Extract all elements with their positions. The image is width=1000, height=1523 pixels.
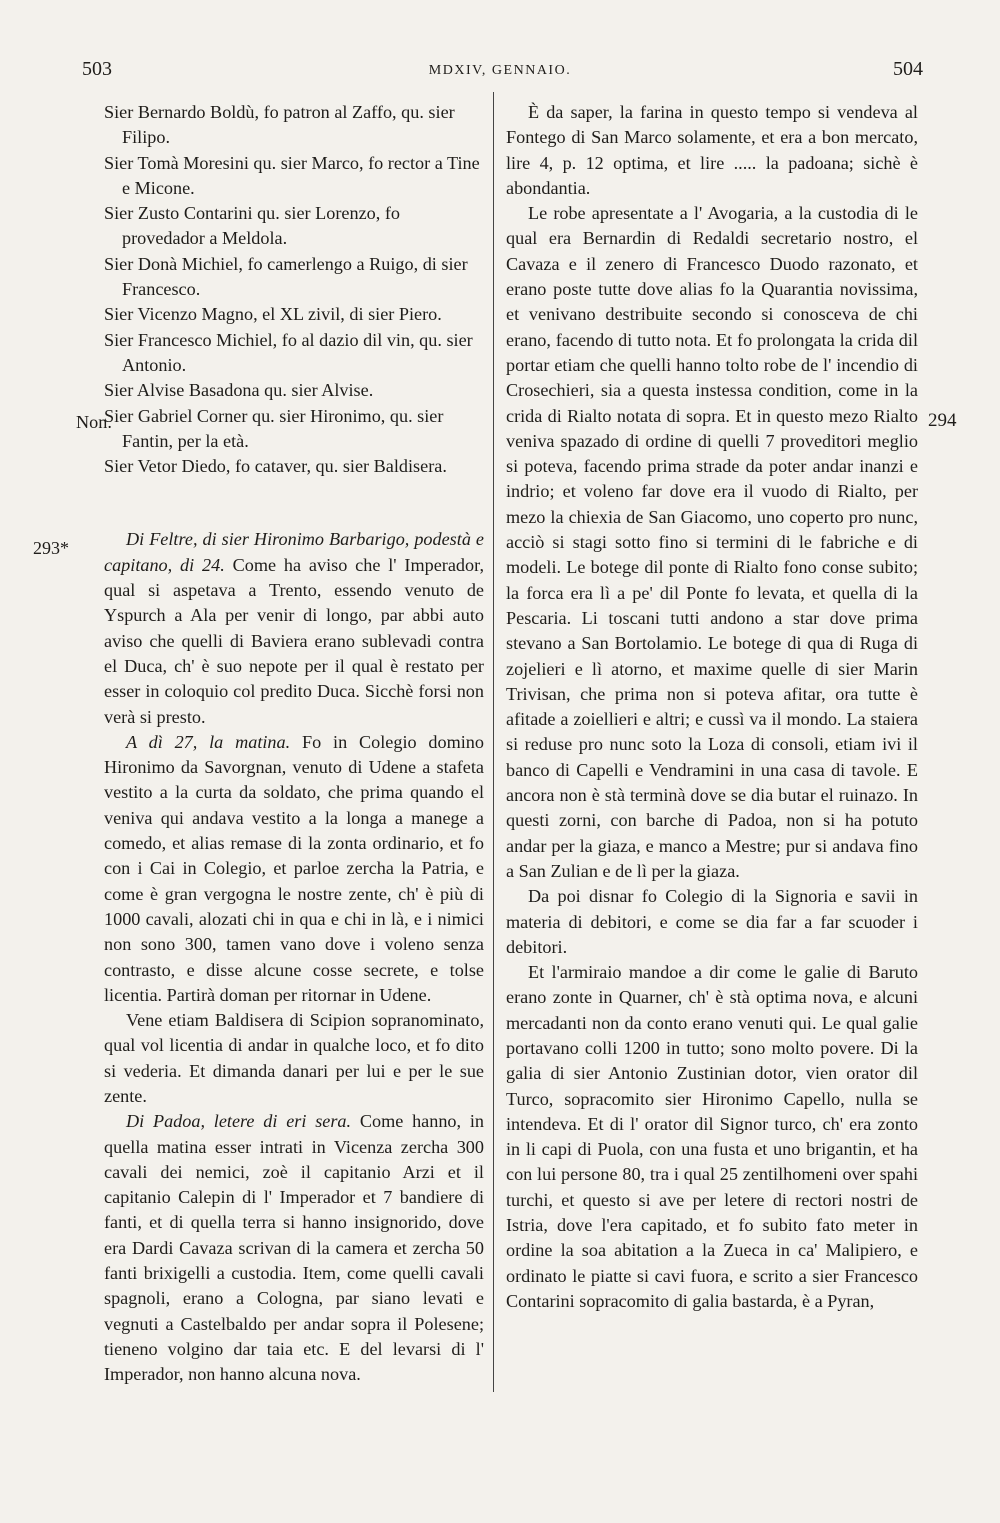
column-divider (493, 92, 494, 1392)
paragraph-heading: A dì 27, la matina. (126, 731, 291, 752)
paragraph-text: Fo in Colegio domino Hironimo da Savorgnan, venuto di Udene a stafeta vestito a la curta da soldato, che prima quando el veniva qui andava vestito a la longa a manege a comedo, et alias remase di la zonta ordinario, et fo con i Cai in Colegio, et parloe zercha la Patria, e come è gran vergogna le nostre zente, ch' è più di 1000 cavali, alozati chi in qua e chi in là, e i nimici non sono 300, tamen vano dove i voleno senza contrasto, e disse alcune cosse secrete, e tolse licentia. Partirà doman per ritornar in Udene. (104, 731, 484, 1005)
paragraph (104, 730, 484, 1008)
paragraph: Et l'armiraio mandoe a dir come le galie di Baruto erano zonte in Quarner, ch' è stà optima nova, e alcuni mercadanti non da conto erano venuti qui. Le qual galie portavano colli 1200 in tutto; sono molto povere. Di la galia di sier Antonio Zustinian dotor, vien orator dil Turco, sopracomito sier Hironimo Capello, nulla se intendeva. Et di l' orator dil Signor turco, ch' era zonto in li capi di Puola, con una fusta et uno brigantin, et ha con lui persone 80, tra i qual 25 zentilhomeni over spahi turchi, et questo si ave per letere di rectori nostri de Istria, dove l'era capitado, et fo subito fato meter in ordine la soa abitation a la Zueca in ca' Malipiero, e ordinato le piatte si cavi fuora, e scrito a sier Francesco Contarini sopracomito di galia bastarda, è a Pyran, (506, 962, 918, 1311)
page-number-left: 503 (82, 58, 112, 80)
paragraph: Le robe apresentate a l' Avogaria, a la custodia di le qual era Bernardin di Redaldi secretario nostro, el Cavaza e il zenero di Francesco Duodo razonato, et erano poste tutte dove alias fo la Quarantia novissima, et venivano destribuite secondo si conosceva de chi erano, facendo di tutto nota. Et fo prolongata la crida dil portar etiam che quelli hanno tolto robe de l' incendio di Crosechieri, sia a questa instessa condition, come in la crida di Rialto notata di sopra. Et in questo mezo Rialto veniva spazado di ordine di quelli 7 proveditori meglio si poteva, facendo prima strade da poter andar inanzi e indrio; et voleno far dove era il vuodo di Rialto, per mezo la chiexia de San Giacomo, uno coperto pro nunc, acciò si stagi sotto fino si termini di le fabriche e di modeli. Le botege dil ponte di Rialto fono conse subito; la forca era lì a pe' dil Ponte fo levata, et quella di la Pescaria. Li toscani tutti andono a star dove prima stevano a San Bortolamio. Le botege di qua di Ruga di zojelieri e lì atorno, et maxime quelle di sier Marin Trivisan, che prima non si poteva afitar, ora tutte è afitade a zoiellieri e altri; e cussì va il mondo. La staiera si reduse pro nunc soto la Loza di consoli, etiam ivi il banco di Capelli e Vendramini in una casa di tavole. E ancora non è stà terminà dove se dia butar el ruinazo. In questi zorni, con barche di Padoa, non si ha potuto andar per la giaza, e manco a Mestre; pur si andava fino a San Zulian e de lì per la giaza. (506, 203, 918, 881)
list-item: Sier Vicenzo Magno, el XL zivil, di sier Piero. (104, 304, 442, 325)
margin-ref-left: 293* (33, 538, 69, 558)
left-column (104, 100, 484, 1388)
list-item: Sier Tomà Moresini qu. sier Marco, fo rector a Tine e Micone. (104, 152, 480, 198)
paragraph-heading: Di Feltre, di sier Hironimo Barbarigo, podestà e capitano, di 24. (104, 529, 484, 575)
list-item: Sier Gabriel Corner qu. sier Hironimo, qu. sier Fantin, per la età. (104, 405, 444, 451)
running-title: MDXIV, GENNAIO. (428, 63, 572, 78)
paragraph (104, 527, 484, 729)
page-number-right: 504 (893, 58, 923, 80)
right-column (506, 100, 918, 1314)
list-item: Sier Bernardo Boldù, fo patron al Zaffo, qu. sier Filipo. (104, 102, 455, 148)
margin-ref-right: 294 (928, 410, 957, 431)
page-header (0, 0, 1000, 90)
paragraph-text: Come ha aviso che l' Imperador, qual si aspetava a Trento, essendo venuto de Yspurch a Ala per venir di longo, par abbi auto aviso che quelli di Baviera erano sublevadi contra el Duca, ch' è suo nepote per il qual è restato per esser in coloquio col predito Duca. Sicchè forsi non verà si presto. (104, 554, 484, 727)
paragraph (104, 1109, 484, 1387)
list-item: Sier Donà Michiel, fo camerlengo a Ruigo, di sier Francesco. (104, 253, 468, 300)
margin-note-non: Non. (76, 412, 112, 432)
section-gap (104, 479, 484, 527)
paragraph-heading: Di Padoa, letere di eri sera. (126, 1111, 352, 1132)
list-item: Sier Alvise Basadona qu. sier Alvise. (104, 380, 374, 401)
list-item: Sier Vetor Diedo, fo cataver, qu. sier Baldisera. (104, 456, 447, 477)
list-item: Sier Francesco Michiel, fo al dazio dil vin, qu. sier Antonio. (104, 329, 473, 375)
paragraph-text: Come hanno, in quella matina esser intrati in Vicenza zercha 300 cavali dei nemici, zoè il capitanio Arzi et il capitanio Calepin di l' Imperador et 7 bandiere di fanti, et di quella terra si hanno insignorido, dove era Dardi Cavaza scrivan di la camera et zercha 50 fanti brixigelli a custodia. Item, come quelli cavali spagnoli, erano a Cologna, par siano levati e vegnuti a Castelbaldo per andar sopra il Polesene; tieneno volgino dar taia etc. E del levarsi di l' Imperador, non hanno alcuna nova. (104, 1111, 484, 1385)
paragraph: Vene etiam Baldisera di Scipion sopranominato, qual vol licentia di andar in qualche loco, et fo dito si vederia. Et dimanda danari per lui e per le sue zente. (104, 1010, 484, 1106)
list-item: Sier Zusto Contarini qu. sier Lorenzo, fo provedador a Meldola. (104, 203, 400, 249)
paragraph: Da poi disnar fo Colegio di la Signoria e savii in materia di debitori, e come se dia far a far scuoder i debitori. (506, 886, 918, 957)
paragraph: È da saper, la farina in questo tempo si vendeva al Fontego di San Marco solamente, et era a bon mercato, lire 4, p. 12 optima, et lire ..... la padoana; sichè è abondantia. (506, 102, 918, 198)
